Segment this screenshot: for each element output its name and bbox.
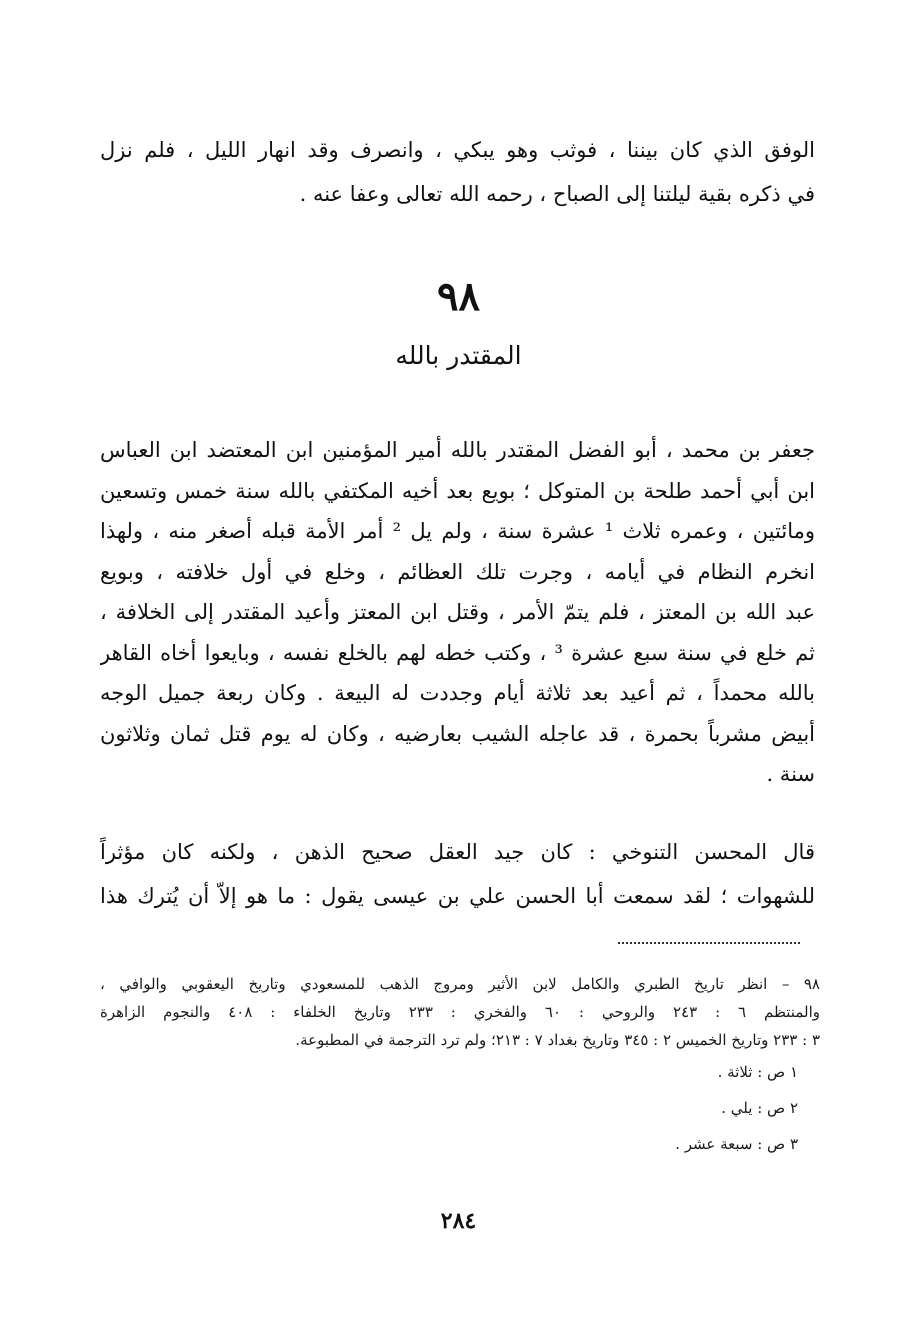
intro-line: في ذكره بقية ليلتنا إلى الصباح ، رحمه الله تعالى وعفا عنه . — [299, 182, 815, 206]
chapter-title: المقتدر بالله — [395, 341, 522, 370]
biography-line: ثم خلع في سنة سبع عشرة ³ ، وكتب خطه لهم بالخلع نفسه ، وبايعوا أخاه القاهر — [100, 640, 815, 665]
footnote-separator — [618, 942, 800, 944]
biography-line: عبد الله بن المعتز ، فلم يتمّ الأمر ، وقتل ابن المعتز وأعيد المقتدر إلى الخلافة ، — [100, 600, 815, 624]
footnote-note: ٣ ص : سبعة عشر . — [675, 1135, 798, 1153]
footnote-line: ٣ : ٢٣٣ وتاريخ الخميس ٢ : ٣٤٥ وتاريخ بغداد ٧ : ٢١٣؛ ولم ترد الترجمة في المطبوعة. — [295, 1031, 820, 1049]
quote-paragraph — [100, 830, 815, 918]
footnote-sources — [100, 970, 820, 1054]
footnote-line: والمنتظم ٦ : ٢٤٣ والروحي : ٦٠ والفخري : ٢٣٣ وتاريخ الخلفاء : ٤٠٨ والنجوم الزاهرة — [100, 1003, 820, 1021]
biography-paragraph — [100, 430, 815, 795]
quote-line: للشهوات ؛ لقد سمعت أبا الحسن علي بن عيسى يقول : ما هو إلاّ أن يُترك هذا — [100, 884, 815, 908]
biography-line: ومائتين ، وعمره ثلاث ¹ عشرة سنة ، ولم يل ² أمر الأمة قبله أصغر منه ، ولهذا — [100, 519, 815, 543]
biography-line: أبيض مشرباً بحمرة ، قد عاجله الشيب بعارضيه ، وكان له يوم قتل ثمان وثلاثون — [100, 721, 815, 746]
footnotes — [100, 970, 820, 1162]
page-number: ٢٨٤ — [440, 1208, 477, 1234]
footnote-note: ٢ ص : يلي . — [721, 1099, 798, 1117]
quote-line: قال المحسن التنوخي : كان جيد العقل صحيح الذهن ، ولكنه كان مؤثراً — [100, 840, 815, 864]
footnote-note: ١ ص : ثلاثة . — [717, 1063, 798, 1081]
intro-paragraph — [100, 128, 815, 216]
biography-line: بالله محمداً ، ثم أعيد بعد ثلاثة أيام وجددت له البيعة . وكان ربعة جميل الوجه — [100, 681, 815, 705]
footnote-line: ٩٨ – انظر تاريخ الطبري والكامل لابن الأثير ومروج الذهب للمسعودي وتاريخ اليعقوبي والوافي ، — [100, 975, 820, 993]
biography-line: انخرم النظام في أيامه ، وجرت تلك العظائم ، وخلع في أول خلافته ، وبويع — [100, 559, 815, 584]
chapter-number: ٩٨ — [437, 273, 480, 320]
intro-line: الوفق الذي كان بيننا ، فوثب وهو يبكي ، وانصرف وقد انهار الليل ، فلم نزل — [100, 138, 815, 162]
biography-line: ابن أبي أحمد طلحة بن المتوكل ؛ بويع بعد أخيه المكتفي بالله سنة خمس وتسعين — [100, 478, 815, 503]
biography-line: سنة . — [766, 762, 815, 786]
biography-line: جعفر بن محمد ، أبو الفضل المقتدر بالله أمير المؤمنين ابن المعتضد ابن العباس — [100, 438, 815, 462]
